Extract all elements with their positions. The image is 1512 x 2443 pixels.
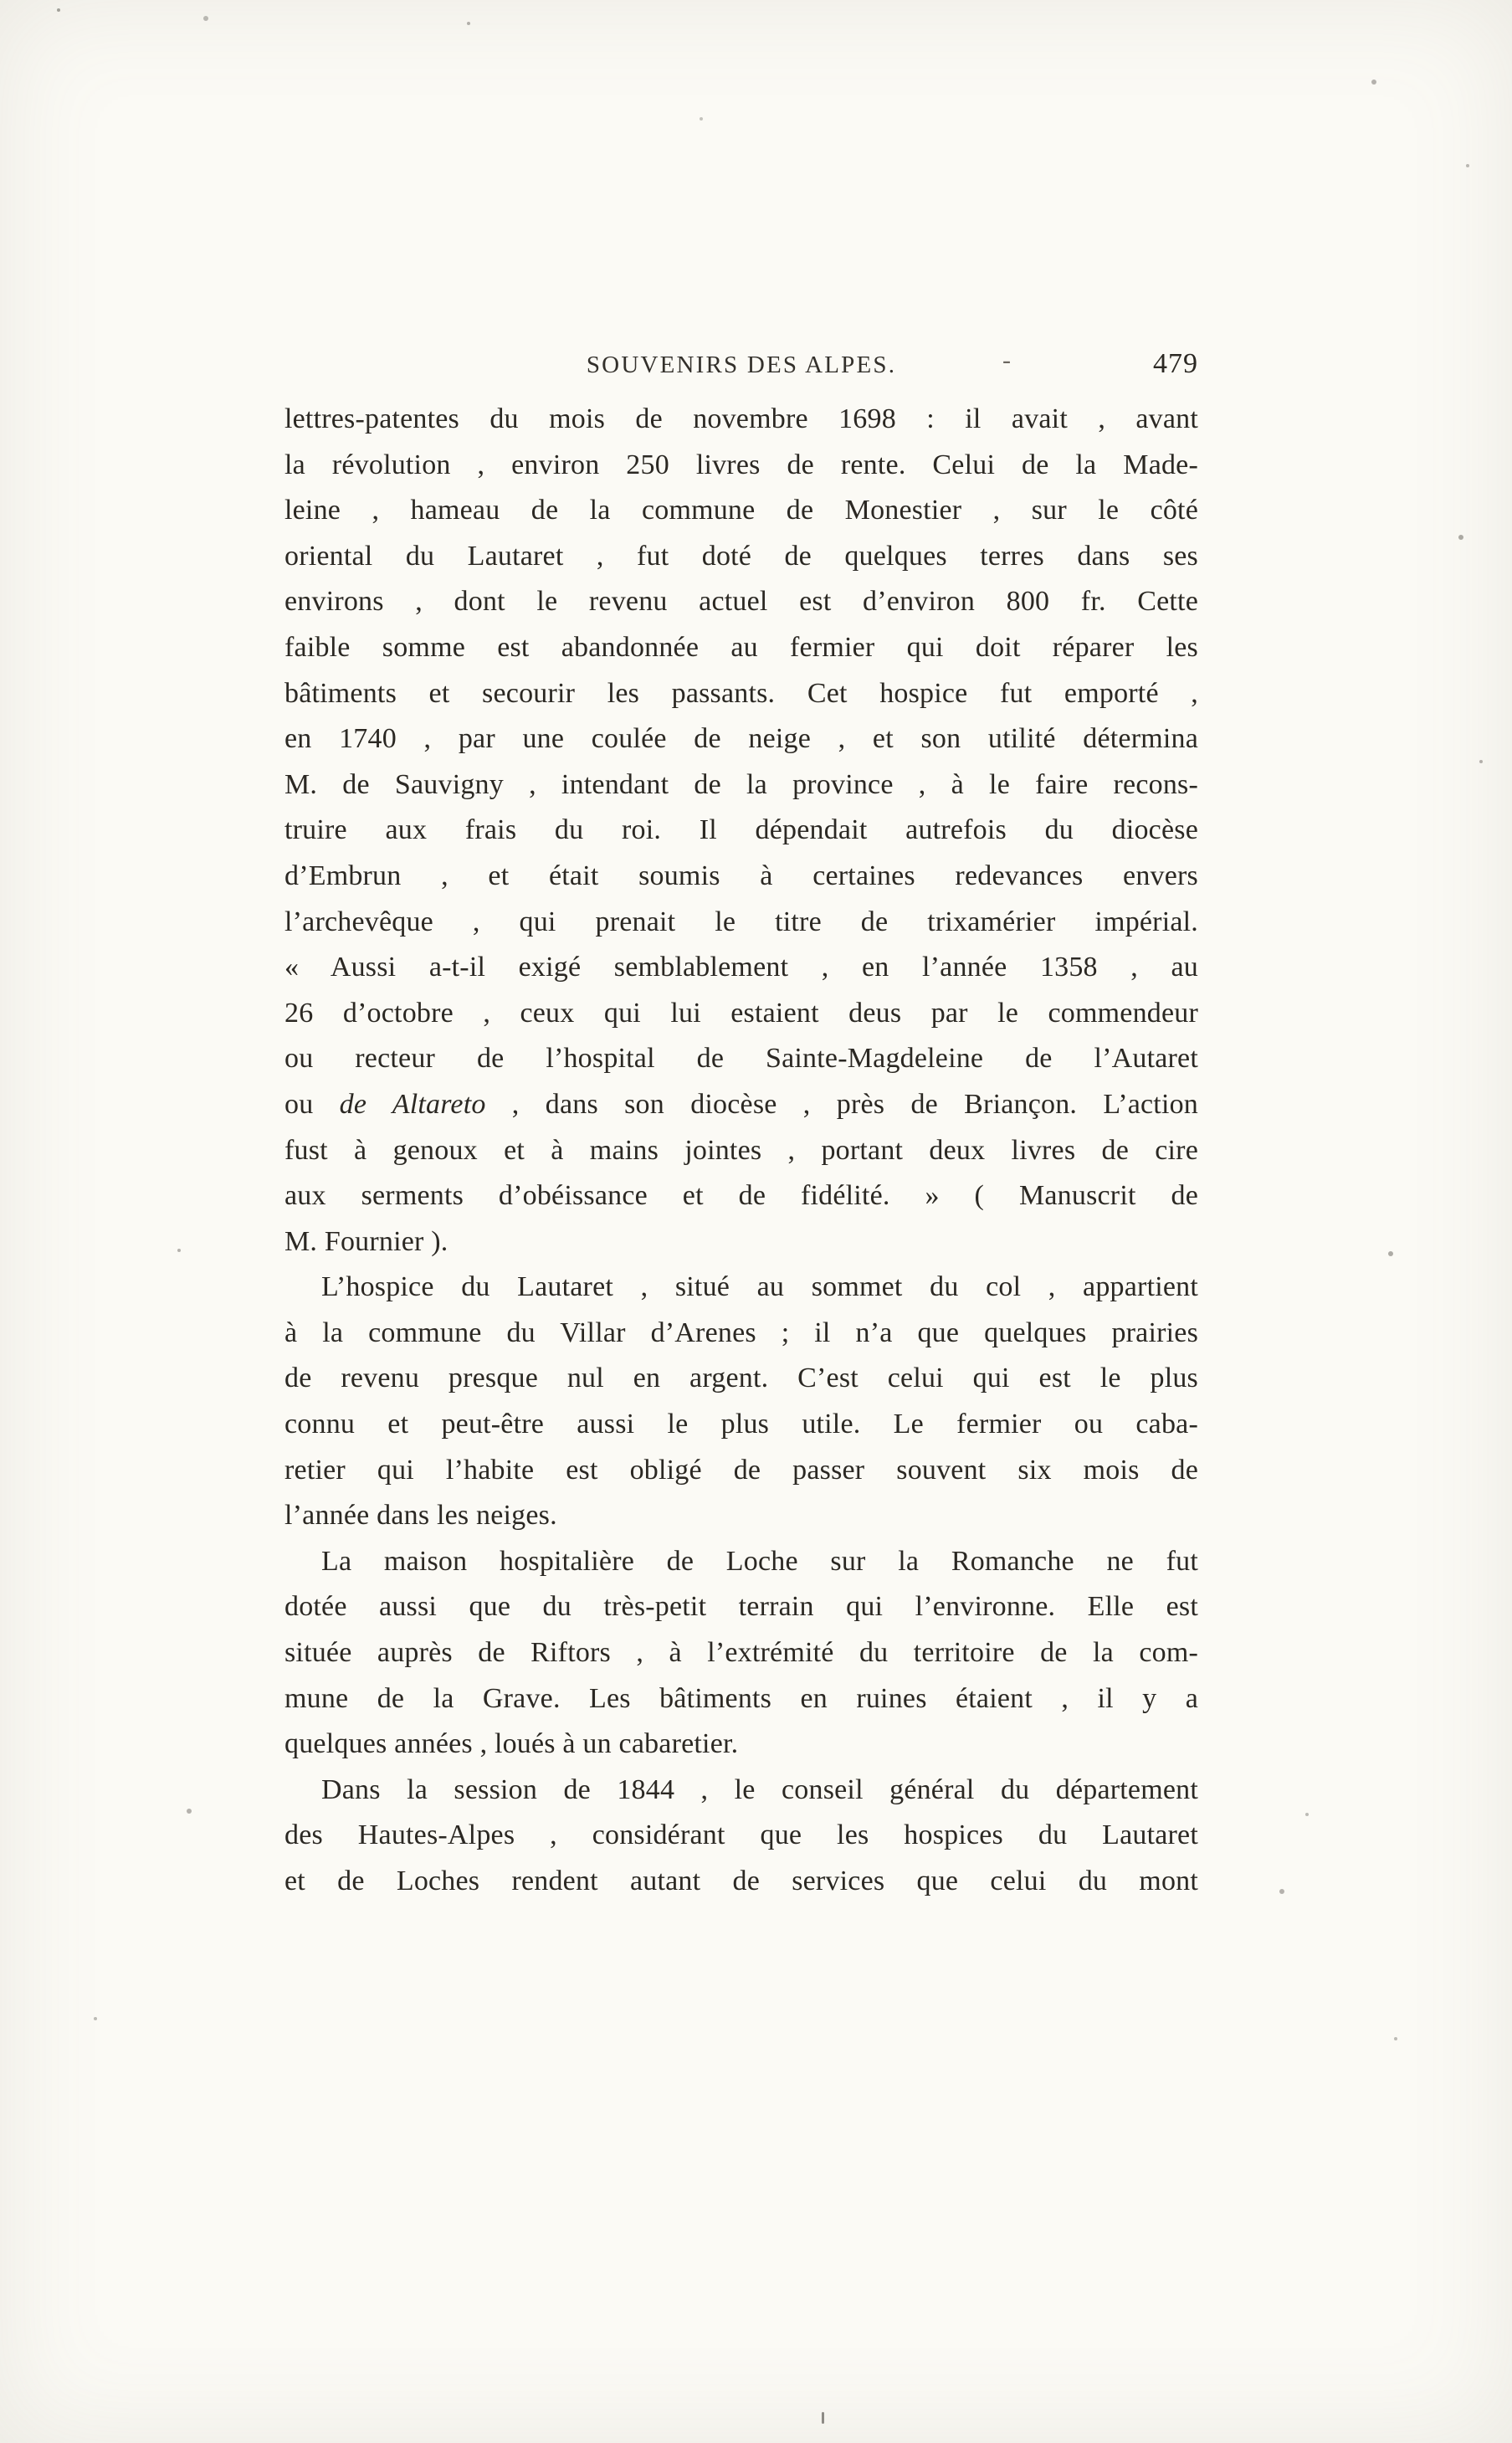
text-segment: , dans son diocèse , près de Briançon. L’action: [485, 1088, 1198, 1120]
text-segment: bâtiments et secourir les passants. Cet hospice fut emporté ,: [284, 677, 1198, 709]
text-segment: Dans la session de 1844 , le conseil général du département: [321, 1773, 1198, 1805]
text-line: [284, 1813, 1198, 1859]
text-line: [284, 671, 1198, 717]
text-segment: leine , hameau de la commune de Monestier , sur le côté: [284, 495, 1198, 526]
page-header: [284, 346, 1198, 390]
text-line: [284, 488, 1198, 534]
text-segment: d’Embrun , et était soumis à certaines redevances envers: [284, 860, 1198, 891]
text-segment: La maison hospitalière de Loche sur la Romanche ne fut: [321, 1545, 1198, 1577]
text-segment: retier qui l’habite est obligé de passer souvent six mois de: [284, 1454, 1198, 1486]
text-line: [284, 716, 1198, 762]
text-line: [284, 1448, 1198, 1494]
text-segment: en 1740 , par une coulée de neige , et son utilité détermina: [284, 723, 1198, 755]
text-segment: l’archevêque , qui prenait le titre de trixamérier impérial.: [284, 906, 1198, 937]
text-segment: mune de la Grave. Les bâtiments en ruines étaient , il y a: [284, 1682, 1198, 1714]
page-number: 479: [1153, 348, 1198, 379]
text-line: [284, 900, 1198, 946]
text-line: [284, 579, 1198, 625]
scan-specks: [0, 0, 3, 3]
text-segment: quelques années , loués à un cabaretier.: [284, 1728, 739, 1760]
text-line: [284, 991, 1198, 1037]
italic-text: de Altareto: [339, 1088, 486, 1120]
text-segment: l’année dans les neiges.: [284, 1500, 557, 1532]
text-segment: « Aussi a-t-il exigé semblablement , en l’année 1358 , au: [284, 952, 1198, 983]
text-segment: la révolution , environ 250 livres de rente. Celui de la Made-: [284, 449, 1198, 480]
text-line: [284, 1173, 1198, 1219]
text-segment: truire aux frais du roi. Il dépendait autrefois du diocèse: [284, 814, 1198, 846]
text-segment: 26 d’octobre , ceux qui lui estaient deus par le commendeur: [284, 997, 1198, 1029]
text-segment: de revenu presque nul en argent. C’est celui qui est le plus: [284, 1363, 1198, 1394]
text-segment: des Hautes-Alpes , considérant que les hospices du Lautaret: [284, 1819, 1198, 1851]
text-segment: aux serments d’obéissance et de fidélité. » ( Manuscrit de: [284, 1180, 1198, 1212]
text-line: [284, 1722, 1198, 1768]
text-line: [284, 1859, 1198, 1905]
text-line: [284, 762, 1198, 808]
text-line: [284, 1265, 1198, 1311]
text-segment: fust à genoux et à mains jointes , portant deux livres de cire: [284, 1134, 1198, 1166]
text-segment: M. de Sauvigny , intendant de la province , à le faire recons-: [284, 768, 1198, 800]
text-line: [284, 1311, 1198, 1357]
text-line: [284, 1630, 1198, 1676]
scan-bottom-mark: [822, 2412, 824, 2424]
text-segment: ou recteur de l’hospital de Sainte-Magdeleine de l’Autaret: [284, 1043, 1198, 1075]
text-line: [284, 1493, 1198, 1539]
text-segment: dotée aussi que du très-petit terrain qui l’environne. Elle est: [284, 1591, 1198, 1623]
text-segment: faible somme est abandonnée au fermier qui doit réparer les: [284, 631, 1198, 663]
text-segment: située auprès de Riftors , à l’extrémité du territoire de la com-: [284, 1637, 1198, 1669]
text-line: [284, 1128, 1198, 1174]
text-line: [284, 1036, 1198, 1082]
text-line: [284, 1676, 1198, 1722]
text-segment: L’hospice du Lautaret , situé au sommet du col , appartient: [321, 1271, 1198, 1303]
text-line: [284, 397, 1198, 443]
text-line: [284, 1402, 1198, 1448]
text-segment: à la commune du Villar d’Arenes ; il n’a que quelques prairies: [284, 1316, 1198, 1348]
text-line: [284, 1539, 1198, 1585]
text-segment: M. Fournier ).: [284, 1225, 448, 1257]
text-line: [284, 534, 1198, 580]
text-segment: lettres-patentes du mois de novembre 1698 : il avait , avant: [284, 403, 1198, 434]
text-segment: ou: [284, 1088, 340, 1120]
text-line: [284, 1356, 1198, 1402]
running-title: SOUVENIRS DES ALPES.: [586, 352, 897, 378]
text-line: [284, 1584, 1198, 1630]
text-line: [284, 1768, 1198, 1814]
text-line: [284, 808, 1198, 854]
text-segment: et de Loches rendent autant de services que celui du mont: [284, 1866, 1198, 1896]
text-line: [284, 945, 1198, 991]
header-dash-artifact: -: [1002, 346, 1011, 374]
text-line: [284, 625, 1198, 671]
text-segment: environs , dont le revenu actuel est d’environ 800 fr. Cette: [284, 586, 1198, 618]
text-line: [284, 1219, 1198, 1265]
body-text-block: [284, 397, 1198, 1905]
text-segment: oriental du Lautaret , fut doté de quelques terres dans ses: [284, 540, 1198, 572]
text-line: [284, 1082, 1198, 1128]
text-segment: connu et peut-être aussi le plus utile. Le fermier ou caba-: [284, 1409, 1198, 1440]
text-line: [284, 854, 1198, 900]
text-line: [284, 443, 1198, 489]
